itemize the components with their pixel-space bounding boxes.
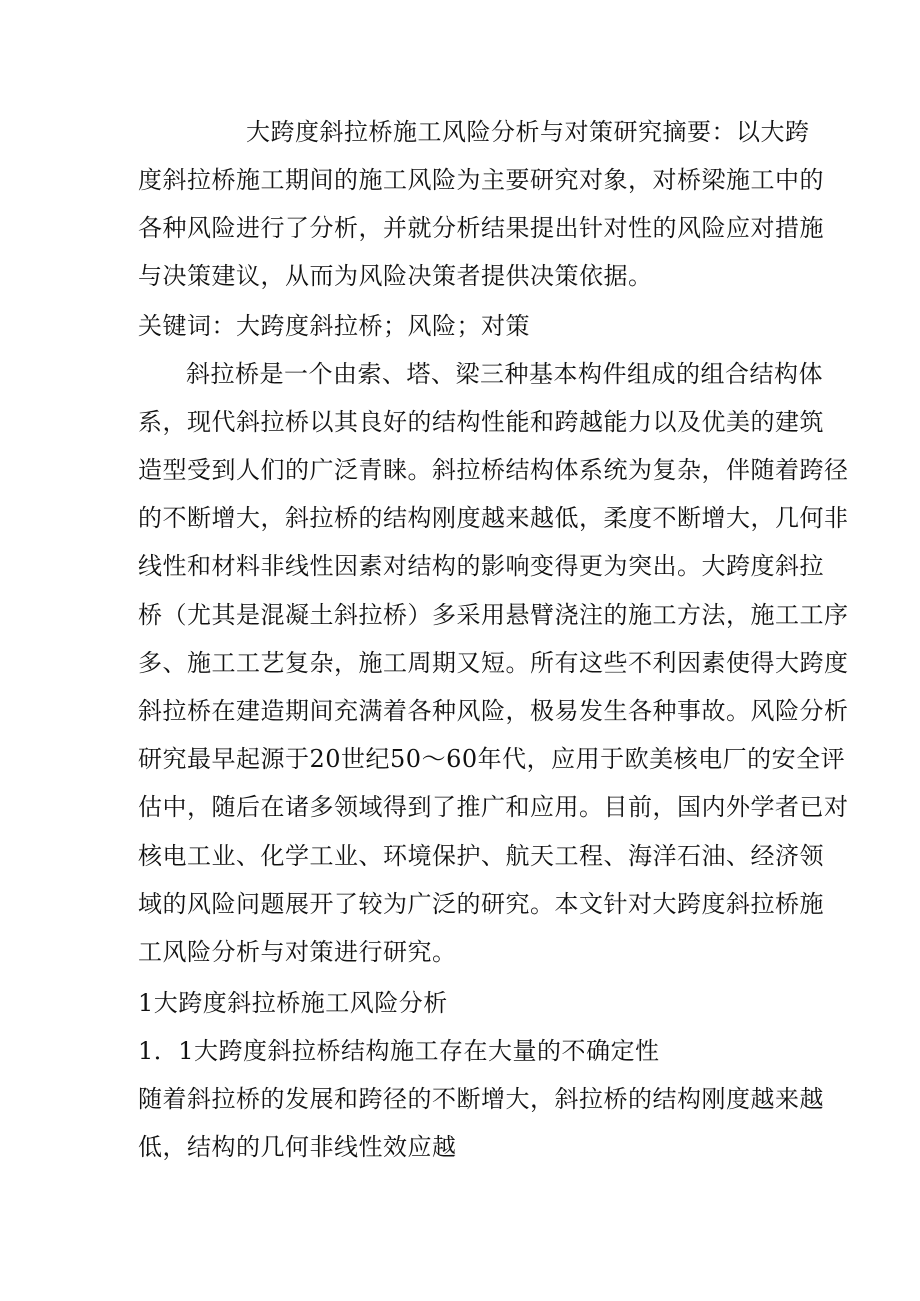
paragraph-line: 斜拉桥是一个由索、塔、梁三种基本构件组成的组合结构体 bbox=[186, 360, 823, 388]
abstract-line: 与决策建议，从而为风险决策者提供决策依据。 bbox=[138, 262, 653, 290]
abstract-line: 度斜拉桥施工期间的施工风险为主要研究对象，对桥梁施工中的 bbox=[138, 166, 824, 194]
paragraph-line: 核电工业、化学工业、环境保护、航天工程、海洋石油、经济领 bbox=[138, 842, 824, 870]
keywords-line: 关键词：大跨度斜拉桥；风险；对策 bbox=[138, 312, 530, 340]
paragraph-line: 的不断增大，斜拉桥的结构刚度越来越低，柔度不断增大，几何非 bbox=[138, 504, 849, 532]
paragraph-line: 线性和材料非线性因素对结构的影响变得更为突出。大跨度斜拉 bbox=[138, 552, 824, 580]
paragraph-line: 低，结构的几何非线性效应越 bbox=[138, 1133, 457, 1161]
paragraph-line: 随着斜拉桥的发展和跨径的不断增大，斜拉桥的结构刚度越来越 bbox=[138, 1085, 824, 1113]
paragraph-line: 多、施工工艺复杂，施工周期又短。所有这些不利因素使得大跨度 bbox=[138, 649, 849, 677]
paragraph-line: 估中，随后在诸多领域得到了推广和应用。目前，国内外学者已对 bbox=[138, 793, 849, 821]
paragraph-line: 系，现代斜拉桥以其良好的结构性能和跨越能力以及优美的建筑 bbox=[138, 408, 824, 436]
abstract-line: 大跨度斜拉桥施工风险分析与对策研究摘要：以大跨 bbox=[246, 118, 810, 146]
subsection-heading: 1．1大跨度斜拉桥结构施工存在大量的不确定性 bbox=[138, 1037, 660, 1065]
paragraph-line: 桥（尤其是混凝土斜拉桥）多采用悬臂浇注的施工方法，施工工序 bbox=[138, 601, 849, 629]
section-heading: 1大跨度斜拉桥施工风险分析 bbox=[138, 989, 448, 1017]
abstract-line: 各种风险进行了分析，并就分析结果提出针对性的风险应对措施 bbox=[138, 214, 824, 242]
paragraph-line: 域的风险问题展开了较为广泛的研究。本文针对大跨度斜拉桥施 bbox=[138, 890, 824, 918]
paragraph-line: 研究最早起源于20世纪50～60年代，应用于欧美核电厂的安全评 bbox=[138, 745, 846, 773]
paragraph-line: 工风险分析与对策进行研究。 bbox=[138, 938, 457, 966]
paragraph-line: 造型受到人们的广泛青睐。斜拉桥结构体系统为复杂，伴随着跨径 bbox=[138, 456, 849, 484]
paragraph-line: 斜拉桥在建造期间充满着各种风险，极易发生各种事故。风险分析 bbox=[138, 697, 849, 725]
